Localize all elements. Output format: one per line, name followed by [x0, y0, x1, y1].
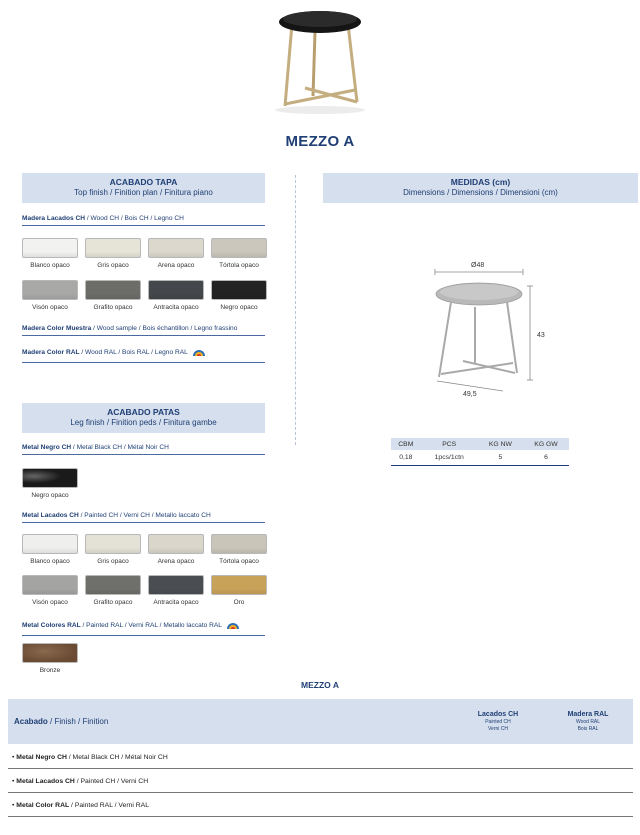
swatch-label: Arena opaco [157, 262, 195, 269]
swatch-gris-opaco[interactable] [85, 534, 141, 554]
swatch-arena-opaco[interactable] [148, 238, 204, 258]
metal-lacquer-bold: Metal Lacados CH [22, 512, 79, 519]
swatch-label: Negro opaco [31, 492, 69, 499]
wood-lacquer-bold: Madera Lacados CH [22, 215, 86, 222]
metal-ral-bold: Metal Colores RAL [22, 622, 81, 629]
top-finish-subheading: Top finish / Finition plan / Finitura piano [74, 188, 213, 197]
measures-subheading: Dimensions / Dimensions / Dimensioni (cm) [403, 188, 558, 197]
swatch-label: Arena opaco [157, 558, 195, 565]
swatch-blanco-opaco[interactable] [22, 534, 78, 554]
acabado-rest: / Finish / Finition [47, 717, 109, 726]
finish-row-rest: / Painted CH / Verni CH [74, 778, 149, 785]
swatch-grafito-opaco[interactable] [85, 575, 141, 595]
metal-ral-subhead [22, 619, 265, 636]
finish-row-rest: / Painted RAL / Verni RAL [69, 802, 149, 809]
acabado-label [14, 717, 108, 726]
swatch-label: Negro opaco [220, 304, 258, 311]
finish-row-bold: Metal Color RAL [16, 802, 70, 809]
metal-ral-rest: / Painted RAL / Verni RAL / Metallo laccato RAL [80, 622, 222, 629]
swatch-tortola-opaco[interactable] [211, 238, 267, 258]
finish-table-header [8, 699, 633, 744]
page-title: MEZZO A [285, 133, 355, 150]
finish-row [8, 769, 633, 793]
finish-row-bold: Metal Lacados CH [16, 778, 75, 785]
swatch-blanco-opaco[interactable] [22, 238, 78, 258]
swatch-label: Tórtola opaco [219, 262, 259, 269]
swatch-label: Visón opaco [32, 304, 68, 311]
spec-table [391, 438, 569, 466]
dimension-base: 49,5 [463, 391, 477, 398]
swatch-label: Antracita opaco [153, 599, 199, 606]
spec-value-cbm: 0,18 [391, 450, 421, 465]
spec-header-kg-gw: KG GW [523, 438, 569, 450]
leg-finish-subheading: Leg finish / Finition peds / Finitura gambe [70, 418, 217, 427]
top-finish-header [22, 173, 265, 203]
col-lacados-name: Lacados CH [477, 711, 519, 718]
metal-black-subhead [22, 444, 265, 455]
swatch-label: Antracita opaco [153, 304, 199, 311]
swatch-negro-opaco[interactable] [22, 468, 78, 488]
ral-palette-icon [226, 619, 240, 632]
swatch-negro-opaco[interactable] [211, 280, 267, 300]
swatch-label: Bronze [39, 667, 61, 674]
swatch-label: Oro [233, 599, 245, 606]
finish-row-text: • Metal Color RAL / Painted RAL / Verni RAL [12, 802, 149, 809]
swatch-label: Grafito opaco [93, 304, 133, 311]
swatch-arena-opaco[interactable] [148, 534, 204, 554]
spec-value-pcs: 1pcs/1ctn [421, 450, 478, 465]
measures-heading: MEDIDAS (cm) [450, 177, 511, 187]
column-divider [295, 175, 296, 445]
col-madera-l3: Bois RAL [577, 726, 599, 732]
finish-row [8, 745, 633, 769]
swatch-label: Tórtola opaco [219, 558, 259, 565]
wood-sample-bold: Madera Color Muestra [22, 325, 92, 332]
spec-header-row [391, 438, 569, 450]
swatch-gris-opaco[interactable] [85, 238, 141, 258]
col-lacados-ch [453, 711, 543, 732]
swatch-oro[interactable] [211, 575, 267, 595]
metal-black-rest: / Metal Black CH / Métal Noir CH [71, 444, 169, 451]
swatch-bronze[interactable] [22, 643, 78, 663]
metal-lacquer-subhead [22, 512, 265, 523]
spec-header-pcs: PCS [421, 438, 478, 450]
swatch-label: Gris opaco [97, 558, 129, 565]
swatch-label: Blanco opaco [30, 558, 70, 565]
swatch-label: Visón opaco [32, 599, 68, 606]
finish-row [8, 793, 633, 817]
swatch-label: Grafito opaco [93, 599, 133, 606]
wood-lacquer-subhead [22, 215, 265, 226]
spec-header-kg-nw: KG NW [478, 438, 523, 450]
finish-table-title: MEZZO A [301, 680, 339, 690]
ral-palette-icon [192, 346, 206, 359]
finish-row-rest: / Metal Black CH / Métal Noir CH [66, 754, 168, 761]
col-madera-name: Madera RAL [567, 711, 609, 718]
metal-lacquer-rest: / Painted CH / Verni CH / Metallo laccato CH [78, 512, 211, 519]
swatch-antracita-opaco[interactable] [148, 280, 204, 300]
spec-value-row [391, 450, 569, 465]
top-finish-heading: ACABADO TAPA [109, 177, 178, 187]
leg-finish-heading: ACABADO PATAS [107, 407, 180, 417]
finish-row-text: • Metal Negro CH / Metal Black CH / Métal Noir CH [12, 754, 168, 761]
dimension-drawing [395, 255, 555, 405]
swatch-vison-opaco[interactable] [22, 575, 78, 595]
spec-value-kg-gw: 6 [523, 450, 569, 465]
col-lacados-l2: Painted CH [485, 719, 511, 725]
col-lacados-l3: Verni CH [487, 726, 508, 732]
wood-ral-rest: / Wood RAL / Bois RAL / Legno RAL [79, 349, 188, 356]
swatch-grafito-opaco[interactable] [85, 280, 141, 300]
wood-lacquer-rest: / Wood CH / Bois CH / Legno CH [85, 215, 184, 222]
spec-header-cbm: CBM [391, 438, 421, 450]
leg-finish-header [22, 403, 265, 433]
wood-sample-rest: / Wood sample / Bois échantillon / Legno frassino [91, 325, 238, 332]
measures-header [323, 173, 638, 203]
finish-row-text: • Metal Lacados CH / Painted CH / Verni CH [12, 778, 149, 785]
finish-row-bold: Metal Negro CH [16, 754, 67, 761]
swatch-vison-opaco[interactable] [22, 280, 78, 300]
dimension-height: 43 [537, 332, 545, 339]
spec-value-kg-nw: 5 [478, 450, 523, 465]
wood-sample-subhead [22, 325, 265, 336]
wood-ral-bold: Madera Color RAL [22, 349, 80, 356]
col-madera-l2: Wood RAL [575, 719, 601, 725]
col-madera-ral [543, 711, 633, 732]
swatch-tortola-opaco[interactable] [211, 534, 267, 554]
wood-ral-subhead [22, 346, 265, 363]
dimension-diameter: Ø48 [471, 262, 485, 269]
swatch-antracita-opaco[interactable] [148, 575, 204, 595]
swatch-label: Blanco opaco [30, 262, 70, 269]
acabado-bold: Acabado [14, 717, 48, 726]
metal-black-bold: Metal Negro CH [22, 444, 72, 451]
swatch-label: Gris opaco [97, 262, 129, 269]
product-image [255, 4, 385, 116]
